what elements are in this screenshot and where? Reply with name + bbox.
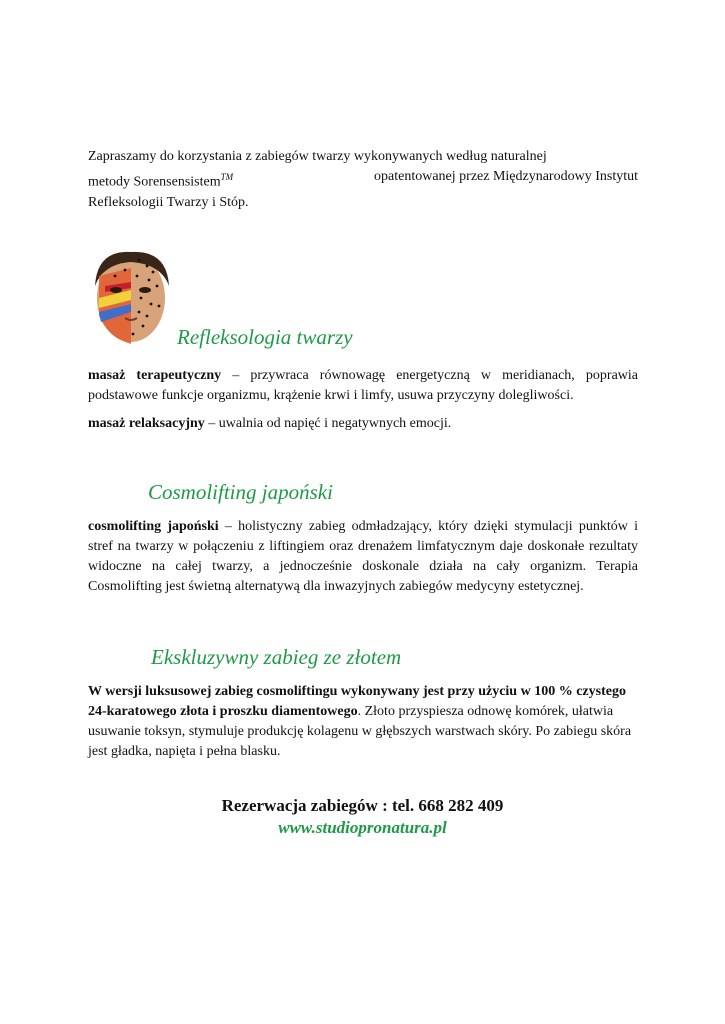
- term-masaz-terapeutyczny: masaż terapeutyczny: [88, 368, 222, 383]
- intro-line-2b: opatentowanej przez Międzynarodowy Instytut: [374, 169, 638, 184]
- text-zabieg-zloto: . Złoto przyspiesza odnowę komórek, ułatwia usuwanie toksyn, stymuluje produkcję kolagenu w głębszych warstwach skóry. Po zabiegu skóra jest gładka, napięta i pełna blasku.: [88, 704, 632, 759]
- bold-zabieg-zloto: W wersji luksusowej zabieg cosmoliftingu wykonywany jest przy użyciu w 100 % czystego 24-karatowego złota i proszku diamentowego: [88, 684, 626, 719]
- trademark-sup: TM: [220, 172, 234, 182]
- intro-line-1: Zapraszamy do korzystania z zabiegów twarzy wykonywanych według naturalnej: [88, 149, 547, 164]
- website-link[interactable]: www.studiopronatura.pl: [278, 818, 447, 837]
- heading-zabieg-zloto: Ekskluzywny zabieg ze złotem: [151, 645, 402, 669]
- term-masaz-relaksacyjny: masaż relaksacyjny: [88, 416, 205, 431]
- paragraph-cosmolifting: [88, 517, 638, 597]
- intro-paragraph: [88, 147, 638, 213]
- paragraph-zabieg-zloto: [88, 682, 638, 762]
- item-masaz-terapeutyczny: [88, 366, 638, 406]
- item-masaz-relaksacyjny: [88, 414, 638, 434]
- text-masaz-terapeutyczny: – przywraca równowagę energetyczną w meridianach, poprawia podstawowe funkcje organizmu, krążenie krwi i limfy, usuwa przyczyny dolegliwości.: [88, 368, 638, 403]
- reservation-line: Rezerwacja zabiegów : tel. 668 282 409: [221, 796, 504, 815]
- heading-cosmolifting: Cosmolifting japoński: [148, 480, 333, 504]
- term-cosmolifting: cosmolifting japoński: [88, 519, 219, 534]
- face-reflexology-image: [85, 246, 177, 346]
- intro-line-3: Refleksologii Twarzy i Stóp.: [88, 194, 249, 210]
- text-cosmolifting: – holistyczny zabieg odmładzający, który dzięki stymulacji punktów i stref na twarzy w połączeniu z liftingiem oraz drenażem limfatycznym daje doskonałe rezultaty widoczne na całej twarzy, a jednocześnie doskonale działa na cały organizm. Terapia Cosmolifting jest świetną alternatywą dla inwazyjnych zabiegów medycyny estetycznej.: [88, 519, 638, 594]
- text-masaz-relaksacyjny: – uwalnia od napięć i negatywnych emocji.: [204, 416, 452, 431]
- heading-refleksologia: Refleksologia twarzy: [177, 325, 353, 349]
- intro-line-2a: metody Sorensensistem™: [88, 172, 234, 190]
